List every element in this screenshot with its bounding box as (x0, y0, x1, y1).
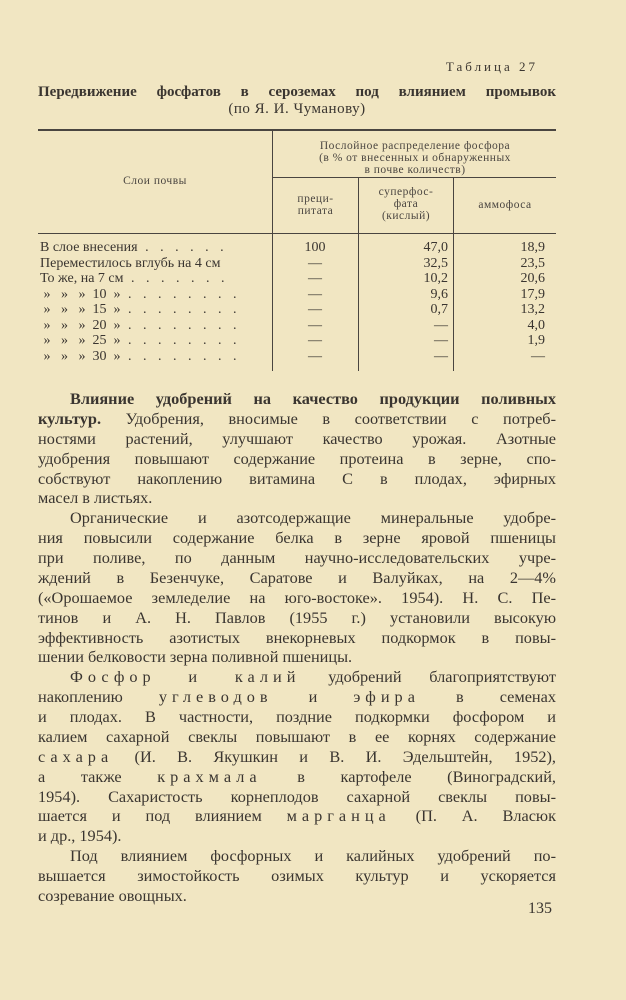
emphasized-term: углеводов (158, 687, 273, 707)
text-segment: эффективность азотистых внекорневых подкормок в повы- (38, 627, 556, 647)
table-caption-source: (по Я. И. Чуманову) (228, 101, 366, 117)
text-segment: в картофеле (Виноградский, (261, 766, 556, 786)
cell-layer (40, 349, 268, 365)
cell-superphosphate: 32,5 (423, 255, 448, 271)
cell-ammophos: — (531, 348, 545, 364)
table-row (38, 349, 556, 365)
header-precipitate (273, 193, 358, 217)
text-segment: ния повысили содержание белка в зерне яровой пшеницы (38, 528, 556, 548)
text-segment: при поливе, по данным научно-исследовательских учре- (38, 548, 556, 568)
text-segment: калием сахарной свеклы повышают в ее корнях содержание (38, 726, 556, 746)
text-segment: (П. А. Власюк (390, 806, 556, 826)
layer-label: » » » 20 » (40, 317, 121, 333)
emphasized-term: Фосфор и калий (70, 667, 301, 687)
cell-superphosphate: 10,2 (423, 271, 448, 286)
cell-layer (40, 256, 268, 272)
layer-label: » » » 15 » (40, 302, 121, 317)
cell-superphosphate: 47,0 (423, 240, 448, 255)
text-segment: ностями растений, улучшают качество урожая. Азотные (38, 428, 556, 448)
text-segment: собствуют накоплению витамина С в плодах, эфирных (38, 468, 556, 488)
header-line: (кислый) (381, 210, 431, 222)
table-top-rule (38, 129, 556, 131)
header-layers: Слои почвы (123, 175, 187, 187)
text-line (38, 884, 556, 907)
leader-dots: . . . . . . . . (120, 333, 241, 348)
table-caption: Передвижение фосфатов в сероземах под влиянием промывок (38, 84, 556, 100)
text-segment: шении белковости зерна поливной пшеницы. (38, 647, 353, 667)
text-segment: («Орошаемое земледелие на юго-востоке». 1954). Н. С. Пе- (38, 587, 556, 607)
emphasized-term: марганца (286, 806, 391, 826)
section-heading: культур. (38, 408, 102, 428)
leader-dots: . . . . . . . . (120, 317, 241, 333)
emphasized-term: сахара (38, 746, 114, 766)
layer-label: Переместилось вглубь на 4 см (40, 255, 221, 271)
header-group (274, 140, 556, 176)
header-line: питата (297, 205, 334, 217)
leader-dots: . . . . . . . . (120, 286, 241, 302)
table-row (38, 333, 556, 349)
text-segment: масел в листьях. (38, 488, 153, 508)
text-segment: созревание овощных. (38, 886, 187, 905)
table-row (38, 271, 556, 287)
cell-precipitate: — (308, 286, 322, 302)
text-segment: накоплению (38, 687, 159, 707)
cell-ammophos: 23,5 (520, 255, 545, 271)
table-number: Таблица 27 (445, 59, 538, 74)
cell-superphosphate: 9,6 (430, 286, 448, 302)
table-row (38, 318, 556, 334)
cell-superphosphate: — (434, 333, 448, 348)
text-segment: ждений в Безенчуке, Саратове и Валуйках, на 2—4% (38, 567, 556, 587)
layer-label: » » » 10 » (40, 286, 121, 302)
cell-ammophos: 17,9 (520, 286, 545, 302)
table-row (38, 240, 556, 256)
text-segment: удобрений благоприятствуют (300, 667, 556, 687)
cell-precipitate: — (308, 317, 322, 333)
cell-layer (40, 287, 268, 303)
text-segment: 1954). Сахаристость корнеплодов сахарной свеклы повы- (38, 786, 556, 806)
header-line: суперфос- (378, 186, 434, 198)
cell-ammophos: 18,9 (520, 240, 545, 255)
header-line: фата (393, 198, 419, 210)
cell-superphosphate: 0,7 (430, 302, 448, 317)
cell-precipitate: — (308, 348, 322, 364)
leader-dots: . . . . . . . . (120, 302, 241, 317)
layer-label: » » » 25 » (40, 333, 121, 348)
cell-layer (40, 302, 268, 318)
text-segment: (И. В. Якушкин и В. И. Эдельштейн, 1952), (113, 746, 556, 766)
text-segment: и (272, 687, 354, 707)
emphasized-term: крахмала (157, 766, 262, 786)
text-segment: вышается зимостойкость озимых культур и ускоряется (38, 866, 556, 886)
text-segment: Органические и азотсодержащие минеральные удобре- (70, 508, 556, 528)
table-subheader-rule (272, 177, 556, 178)
text-segment: и плодах. В частности, поздние подкормки фосфором и (38, 707, 556, 727)
cell-ammophos: 1,9 (527, 333, 545, 348)
header-ammophos: аммофоса (478, 199, 532, 211)
layer-label: » » » 30 » (40, 348, 121, 364)
page-number: 135 (528, 900, 552, 917)
cell-precipitate: — (308, 271, 322, 286)
text-segment: Удобрения, вносимые в соответствии с потреб- (101, 408, 556, 428)
table-row (38, 287, 556, 303)
leader-dots: . . . . . . (137, 240, 228, 255)
text-segment: в семенах (419, 687, 556, 707)
text-segment: а также (38, 766, 158, 786)
leader-dots: . . . . . . . . (120, 348, 241, 364)
header-superphosphate (359, 186, 453, 222)
text-segment: шается и под влиянием (38, 806, 287, 826)
cell-ammophos: 13,2 (520, 302, 545, 317)
header-group-line: в почве количеств) (364, 164, 466, 176)
table-header-rule (38, 233, 556, 234)
header-line: преци- (297, 193, 334, 205)
cell-ammophos: 20,6 (520, 271, 545, 286)
leader-dots: . . . . . . . (123, 271, 229, 286)
cell-layer (40, 271, 268, 287)
cell-precipitate: — (308, 333, 322, 348)
emphasized-term: эфира (353, 687, 420, 707)
cell-layer (40, 240, 268, 256)
cell-layer (40, 318, 268, 334)
cell-precipitate: — (308, 302, 322, 317)
table-row (38, 302, 556, 318)
text-segment: удобрения повышают содержание протеина в зерне, спо- (38, 448, 556, 468)
layer-label: В слое внесения (40, 240, 138, 255)
cell-precipitate: 100 (304, 240, 326, 255)
header-group-line: Послойное распределение фосфора (319, 140, 511, 152)
text-segment: тинов и А. Н. Павлов (1955 г.) установили высокую (38, 607, 556, 627)
table-row (38, 256, 556, 272)
cell-layer (40, 333, 268, 349)
text-segment: и др., 1954). (38, 826, 122, 846)
cell-superphosphate: — (434, 348, 448, 364)
cell-ammophos: 4,0 (527, 317, 545, 333)
cell-superphosphate: — (434, 317, 448, 333)
header-group-line: (в % от внесенных и обнаруженных (319, 152, 511, 164)
section-heading: Влияние удобрений на качество продукции поливных (70, 389, 556, 408)
text-segment: Под влиянием фосфорных и калийных удобрений по- (70, 846, 556, 866)
cell-precipitate: — (308, 255, 322, 271)
layer-label: То же, на 7 см (40, 271, 124, 286)
